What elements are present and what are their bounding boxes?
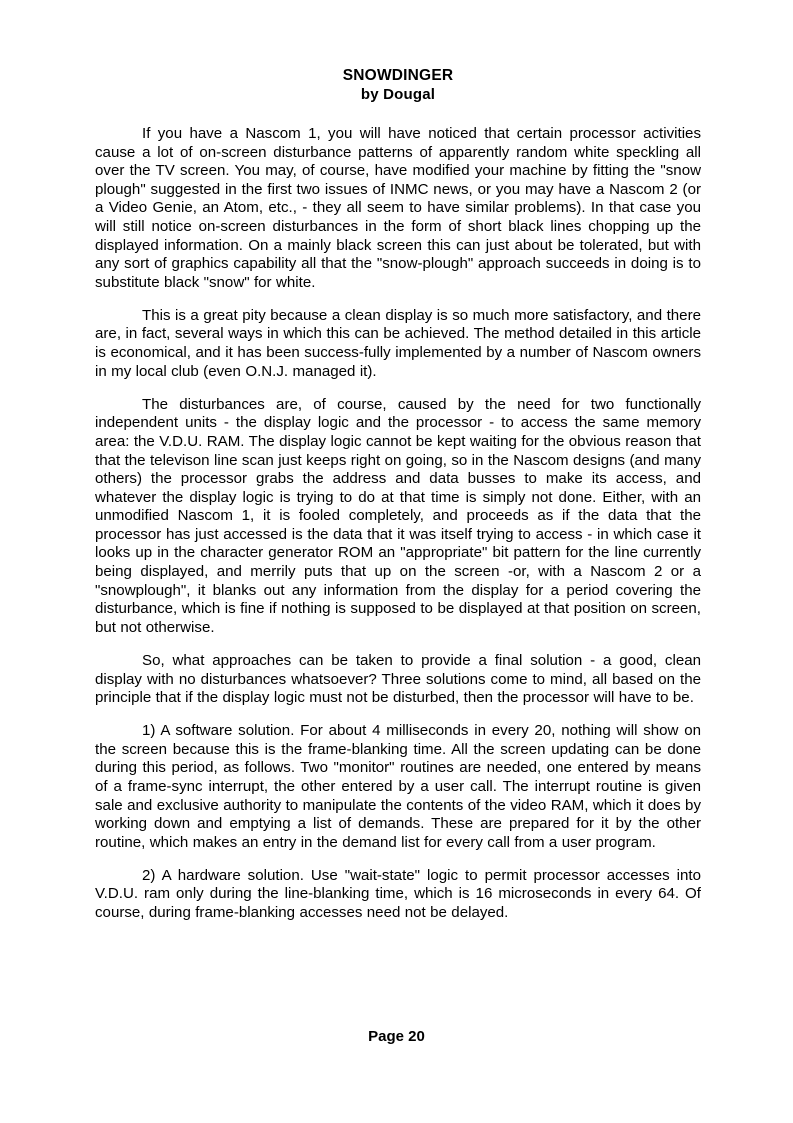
paragraph-5: 1) A software solution. For about 4 milliseconds in every 20, nothing will show on the screen because this is the frame-blanking time. All the screen updating can be done during this period, as follows. Two "monitor" routines are needed, one entered by means of a frame-sync interrupt, the other entered by a user call. The interrupt routine is given sale and exclusive authority to manipulate the contents of the video RAM, which it does by working down and emptying a list of demands. These are prepared for it by the other routine, which makes an entry in the demand list for every call from a user program. [95, 722, 701, 851]
paragraph-2: This is a great pity because a clean display is so much more satisfactory, and there are, in fact, several ways in which this can be achieved. The method detailed in this article is economical, and it has been success-fully implemented by a number of Nascom owners in my local club (even O.N.J. managed it). [95, 306, 701, 380]
paragraph-6: 2) A hardware solution. Use "wait-state" logic to permit processor accesses into V.D.U. ram only during the line-blanking time, which is 16 microseconds in every 64. Of course, during frame-blanking accesses need not be delayed. [95, 866, 701, 922]
page-title: SNOWDINGER [342, 67, 454, 84]
document-content [95, 66, 701, 923]
article-body [95, 125, 701, 923]
paragraph-4: So, what approaches can be taken to provide a final solution - a good, clean display with no disturbances whatsoever? Three solutions come to mind, all based on the principle that if the display logic must not be disturbed, then the processor will have to be. [95, 651, 701, 707]
paragraph-3: The disturbances are, of course, caused by the need for two functionally independent units - the display logic and the processor - to access the same memory area: the V.D.U. RAM. The display logic cannot be kept waiting for the obvious reason that that the televison line scan just keeps right on going, so in the Nascom designs (and many others) the processor grabs the address and data busses to make its access, and whatever the display logic is trying to do at that time is simply not done. Either, with an unmodified Nascom 1, it is fooled completely, and proceeds as if the data that the processor has just accessed is the data that it was itself trying to access - in which case it looks up in the character generator ROM an "appropriate" bit pattern for the line currently being displayed, and merrily puts that up on the screen -or, with a Nascom 2 or a "snowplough", it blanks out any information from the display for a period covering the disturbance, which is fine if nothing is supposed to be displayed at that position on screen, but not otherwise. [95, 395, 701, 636]
paragraph-1: If you have a Nascom 1, you will have noticed that certain processor activities cause a lot of on-screen disturbance patterns of apparently random white speckling all over the TV screen. You may, of course, have modified your machine by fitting the "snow plough" suggested in the first two issues of INMC news, or you may have a Nascom 2 (or a Video Genie, an Atom, etc., - they all seem to have similar problems). In that case you will still notice on-screen disturbances in the form of short black lines chopping up the displayed information. On a mainly black screen this can just about be tolerated, but with any sort of graphics capability all that the "snow-plough" approach succeeds in doing is to substitute black "snow" for white. [95, 125, 701, 291]
page-number-footer: Page 20 [368, 1028, 425, 1045]
page-byline: by Dougal [360, 86, 436, 103]
